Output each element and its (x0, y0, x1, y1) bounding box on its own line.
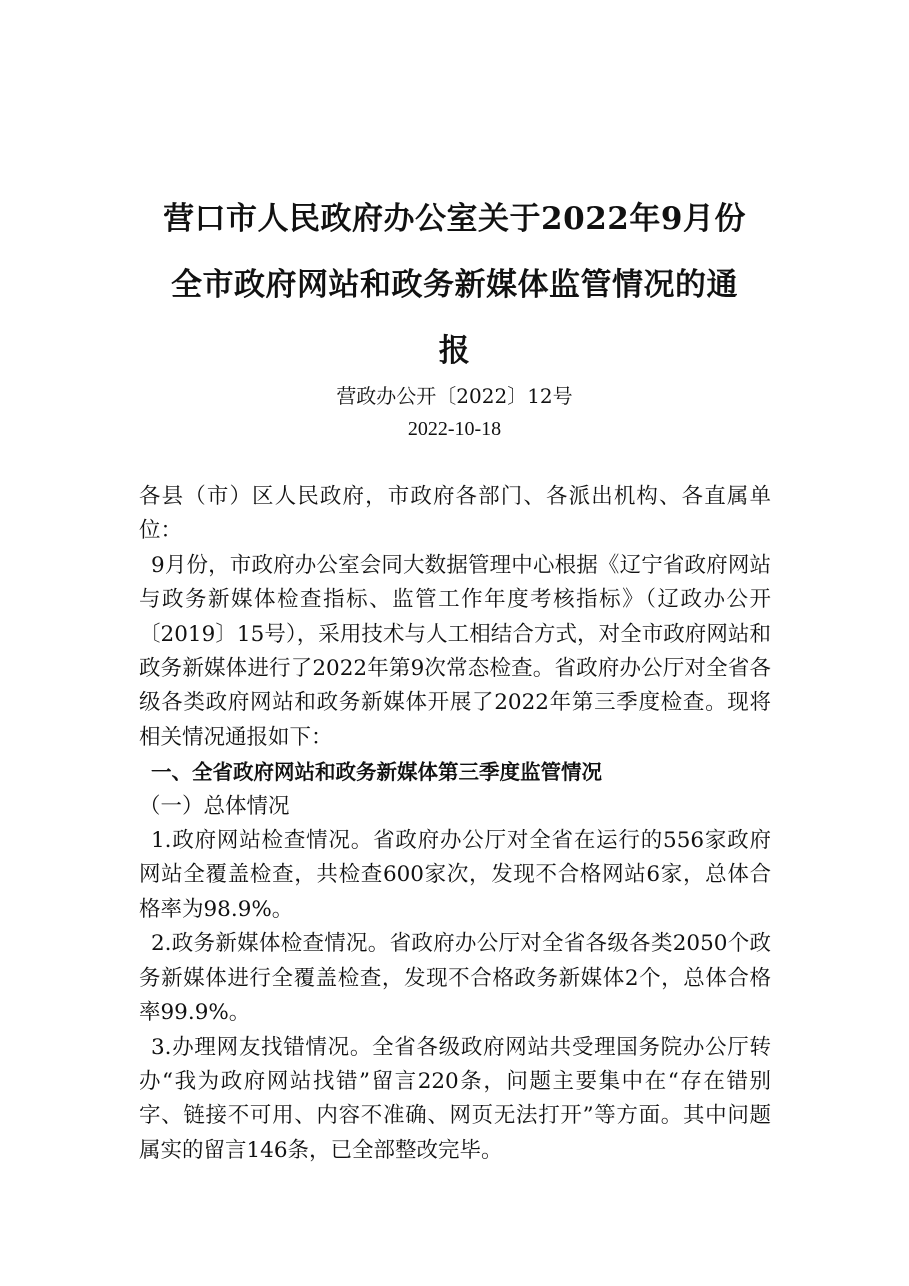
document-number: 营政办公开〔2022〕12号 (336, 384, 573, 408)
item-error-reports: 3.办理网友找错情况。全省各级政府网站共受理国务院办公厅转办“我为政府网站找错”留言220条，问题主要集中在“存在错别字、链接不可用、内容不准确、网页无法打开”等方面。其中问题属实的留言146条，已全部整改完毕。 (139, 1034, 771, 1163)
title-line-3: 报 (438, 333, 471, 369)
intro-paragraph: 9月份，市政府办公室会同大数据管理中心根据《辽宁省政府网站与政务新媒体检查指标、监管工作年度考核指标》（辽政办公开〔2019〕15号），采用技术与人工相结合方式，对全市政府网站和政务新媒体进行了2022年第9次常态检查。省政府办公厅对全省各级各类政府网站和政务新媒体开展了2022年第三季度检查。现将相关情况通报如下： (139, 552, 771, 750)
subsection-1-heading: （一）总体情况 (139, 793, 290, 819)
document-date: 2022-10-18 (407, 418, 502, 440)
item-new-media-check: 2.政务新媒体检查情况。省政府办公厅对全省各级各类2050个政务新媒体进行全覆盖检查，发现不合格政务新媒体2个，总体合格率99.9%。 (139, 931, 771, 1026)
item-website-check: 1.政府网站检查情况。省政府办公厅对全省在运行的556家政府网站全覆盖检查，共检查600家次，发现不合格网站6家，总体合格率为98.9%。 (139, 828, 771, 922)
title-line-2: 全市政府网站和政务新媒体监管情况的通 (171, 267, 738, 303)
document-body (139, 480, 771, 1168)
document-title (120, 186, 789, 384)
section-1-heading: 一、全省政府网站和政务新媒体第三季度监管情况 (151, 760, 602, 785)
title-line-1: 营口市人民政府办公室关于2022年9月份 (163, 201, 746, 237)
addressee: 各县（市）区人民政府，市政府各部门、各派出机构、各直属单位： (139, 484, 771, 544)
